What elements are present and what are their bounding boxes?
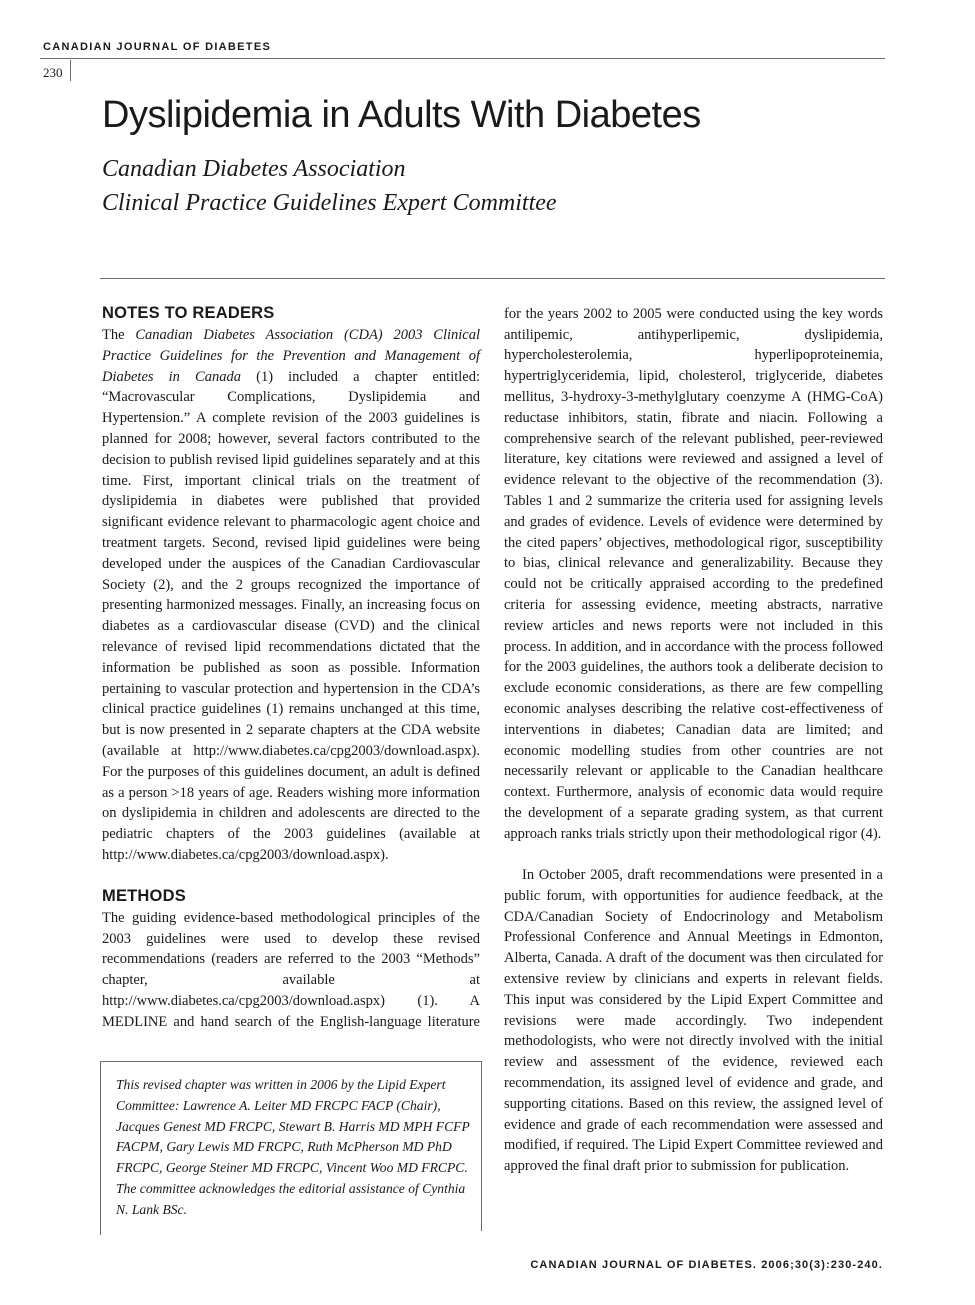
author-organization: Canadian Diabetes Association (102, 156, 406, 182)
methods-heading: METHODS (102, 886, 186, 905)
committee-note-box (100, 1061, 482, 1231)
notes-guideline-citation: Canadian Diabetes Association (CDA) 2003 Clinical Practice Guidelines for the Prevention and Management of Diabetes in Canada (102, 327, 481, 385)
left-column (102, 301, 480, 1033)
notes-text-body: (1) included a chapter entitled: “Macrovascular Complications, Dyslipidemia and Hypertension.” A complete revision of the 2003 guidelines is planned for 2008; however, several factors contributed to the decision to publish revised lipid guidelines separately and at this time. First, important clinical trials on the treatment of dyslipidemia in diabetes were published that provided significant evidence relevant to pharmacologic agent choice and treatment targets. Second, revised lipid guidelines were being developed under the auspices of the Canadian Cardiovascular Society (2), and the 2 groups recognized the importance of presenting harmonized messages. Finally, an increasing focus on diabetes as a cardiovascular disease (CVD) and the clinical relevance of revised lipid recommendations dictated that the information be published as soon as possible. Information pertaining to vascular protection and hypertension in the CDA’s clinical practice guidelines (1) remains unchanged at this time, but is now presented in 2 separate chapters at the CDA website (available at http://www.diabetes.ca/cpg2003/download.aspx). For the purposes of this guidelines document, an adult is defined as a person >18 years of age. Readers wishing more information on dyslipidemia in children and adolescents are directed to the pediatric chapters of the 2003 guidelines (available at http://www.diabetes.ca/cpg2003/download.aspx). (102, 368, 481, 863)
methods-paragraph-1-continued: for the years 2002 to 2005 were conducted using the key words antilipemic, antihyperlipemic, dyslipidemia, hypercholesterolemia, hyperlipoproteinemia, hypertriglyceridemia, lipid, cholesterol, triglyceride, diabetes mellitus, 3-hydroxy-3-methylglutary coenzyme A (HMG-CoA) reductase inhibitors, statin, fibrate and niacin. Following a comprehensive search of the relevant published, peer-reviewed literature, key citations were reviewed and assigned a level of evidence relevant to the objective of the recommendation (3). Tables 1 and 2 summarize the criteria used for assigning levels and grades of evidence. Levels of evidence were determined by the cited papers’ objectives, methodological rigor, susceptibility to bias, clinical relevance and generalizability. Because they could not be critically appraised according to the predefined criteria for assessing evidence, meeting abstracts, narrative review articles and news reports were not included in this process. In addition, and in accordance with the process followed for the 2003 guidelines, the authors took a deliberate decision to exclude economic considerations, as there are few compelling economic analyses describing the relative cost-effectiveness of interventions in diabetes; Canadian data are limited; and economic modelling studies from other countries are not necessarily relevant or applicable to the Canadian healthcare context. Furthermore, analysis of economic data would require the development of a separate grading system, as that current approach ranks trials strictly upon their methodological rigor (4). (504, 305, 883, 842)
right-column (504, 304, 883, 1177)
methods-paragraph-clip (102, 908, 480, 1033)
notes-heading: NOTES TO READERS (102, 304, 275, 322)
author-committee: Clinical Practice Guidelines Expert Committee (102, 190, 557, 216)
page-number: 230 (43, 65, 63, 80)
notes-paragraph (102, 325, 480, 866)
methods-paragraph-2: In October 2005, draft recommendations were presented in a public forum, with opportunities for audience feedback, at the CDA/Canadian Society of Endocrinology and Metabolism Professional Conference and Annual Meetings in Edmonton, Alberta, Canada. A draft of the document was then circulated for extensive review by clinicians and experts in relevant fields. This input was considered by the Lipid Expert Committee and revisions were made accordingly. Two independent methodologists, who were not directly involved with the initial review and assessment of the evidence, reviewed each recommendation, its assigned level of evidence and grade, and supporting citations. Based on this review, the assigned level of evidence and grade of each recommendation were assessed and modified, if required. The Lipid Expert Committee reviewed and approved the final draft prior to submission for publication. (504, 867, 883, 1175)
header-rule (40, 58, 885, 59)
methods-paragraph-1-start: The guiding evidence-based methodological principles of the 2003 guidelines were used to develop these revised recommendations (readers are referred to the 2003 “Methods” chapter, available at http://www.diabetes.ca/cpg2003/download.aspx) (1). A MEDLINE and hand search of the English-language literature (102, 909, 480, 1030)
article-title: Dyslipidemia in Adults With Diabetes (102, 94, 701, 136)
running-head: CANADIAN JOURNAL OF DIABETES (43, 41, 272, 53)
methods-continuation (504, 304, 883, 865)
notes-text-start: The (102, 327, 125, 343)
author-block (102, 152, 557, 220)
page-number-divider (70, 60, 71, 81)
footer-citation: CANADIAN JOURNAL OF DIABETES. 2006;30(3):230-240. (530, 1259, 883, 1271)
committee-note-text: This revised chapter was written in 2006 by the Lipid Expert Committee: Lawrence A. Leiter MD FRCPC FACP (Chair), Jacques Genest MD FRCPC, Stewart B. Harris MD MPH FCFP FACPM, Gary Lewis MD FRCPC, Ruth McPherson MD PhD FRCPC, George Steiner MD FRCPC, Vincent Woo MD FRCPC. The committee acknowledges the editorial assistance of Cynthia N. Lank BSc. (116, 1077, 470, 1217)
title-rule (100, 278, 885, 279)
